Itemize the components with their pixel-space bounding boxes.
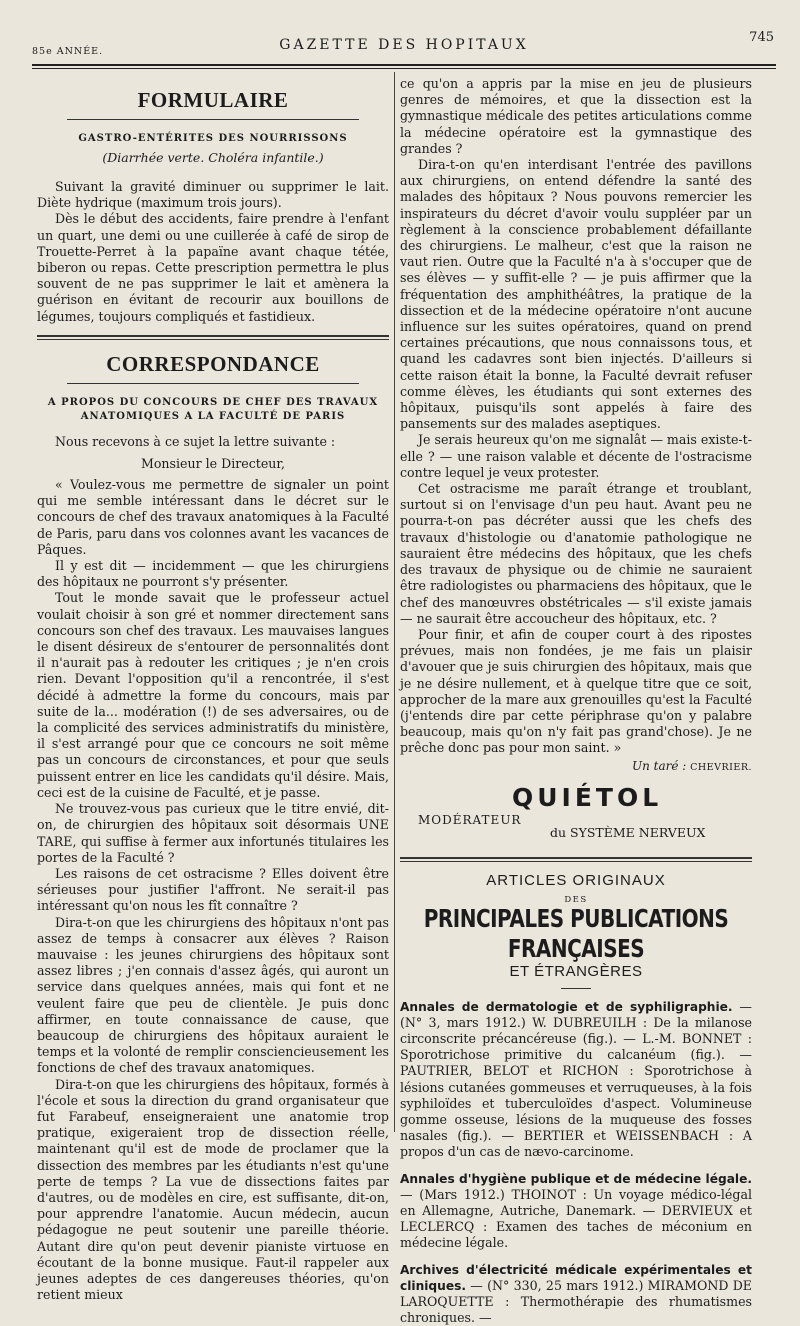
signature-name: CHEVRIER. [690, 761, 752, 773]
column-divider [394, 72, 395, 1132]
header-rule-thin [32, 68, 776, 69]
letter-paragraph: Dira-t-on qu'en interdisant l'entrée des pavillons aux chirurgiens, on entend défendre la santé des malades des hôpitaux ? Nous pouvons remercier les inspirateurs du décret d'avoir voulu suppléer par un règlement à la conscience probablement défaillante des chirurgiens. Le malheur, c'est que la raison ne vaut rien. Outre que la Faculté n'a à s'occuper que de ses élèves — y suffit-elle ? — je puis affirmer que la fréquentation des amphithéâtres, la pratique de la dissection et de la médecine opératoire n'ont aucune influence sur les suites opératoires, quand on prend certaines précautions, que nous connaissons tous, et quand les cadavres sont bien injectés. D'ailleurs si cette raison était la bonne, la Faculté devrait refuser comme élèves, les étudiants qui sont externes des hôpitaux, puisqu'ils sont appelés à faire des pansements sur des malades aseptiques. [400, 157, 752, 432]
section-separator [400, 857, 752, 862]
letter-intro: Nous recevons à ce sujet la lettre suivante : [55, 433, 336, 449]
correspondance-subtitle-line2: ANATOMIQUES A LA FACULTÉ DE PARIS [80, 410, 346, 422]
articles-des: DES [564, 894, 588, 905]
formulaire-rule [67, 119, 359, 120]
section-separator [37, 335, 389, 340]
correspondance-subtitle [37, 396, 389, 424]
header-rule [32, 64, 776, 66]
year-label: 85e ANNÉE. [32, 46, 104, 57]
letter-paragraph: Tout le monde savait que le professeur actuel voulait choisir à son gré et nommer directement sans concours son chef des travaux. Les mauvaises langues le disent désireux de s'entourer de personnalités dont il n'aurait pas à redouter les critiques ; je n'en crois rien. Devant l'opposition qu'il a rencontrée, il s'est décidé à admettre la forme du concours, mais par suite de la... modération (!) de ses adversaires, ou de la complicité des services administratifs du ministère, il s'est arrangé pour que ce concours ne soit même pas un concours de circonstances, et pour que seuls puissent entrer en lice les candidats qu'il désire. Mais, ceci est de la cuisine de Faculté, et je passe. [37, 590, 389, 800]
signature-prefix: Un taré : [631, 758, 687, 773]
page-number: 745 [749, 30, 774, 45]
letter-paragraph: Il y est dit — incidemment — que les chirurgiens des hôpitaux ne pourront s'y présenter. [37, 558, 389, 590]
letter-salutation: Monsieur le Directeur, [140, 456, 286, 472]
letter-paragraph: Ne trouvez-vous pas curieux que le titre envié, dit-on, de chirurgien des hôpitaux soit désormais UNE TARE, qui suffise à fermer aux infortunés titulaires les portes de la Faculté ? [37, 801, 389, 865]
page-header [32, 30, 776, 60]
quietol-advert [400, 783, 752, 847]
letter-paragraph: « Voulez-vous me permettre de signaler un point qui me semble intéressant dans le décret sur le concours de chef des travaux anatomiques à la Faculté de Paris, paru dans vos colonnes avant les vacances de Pâques. [37, 477, 389, 557]
letter-paragraph: Dira-t-on que les chirurgiens des hôpitaux, formés à l'école et sous la direction du grand organisateur que fut Farabeuf, enseigneraient une anatomie trop pratique, exigeraient trop de dissection réelle, maintenant qu'il est de mode de proclamer que la dissection des membres par les étudiants n'est qu'une perte de temps ? La vue de dissections faites par d'autres, ou de modèles en cire, est suffisante, dit-on, pour apprendre l'anatomie. Aucun médecin, aucun pédagogue ne peut soutenir une pareille théorie. Autant dire qu'on peut devenir pianiste virtuose en écoutant de la bonne musique. Faut-il rappeler aux jeunes adeptes de ces dangereuses théories, qu'on retient mieux [37, 1076, 389, 1303]
letter-signature [400, 759, 752, 773]
right-column [400, 76, 752, 1326]
publication-body: — (N° 3, mars 1912.) W. DUBREUILH : De la milanose circonscrite précancéreuse (fig.). — L.-M. BONNET : Sporotrichose primitive du calcanéum (fig.). — PAUTRIER, BELOT et RICHON : Sporotrichose à lésions cutanées gommeuses et verruqueuses, à la fois syphiloïdes et tuberculoïdes d'aspect. Volumineuse gomme osseuse, lésions de la muqueuse des fosses nasales (fig.). — BERTIER et WEISSENBACH : A propos d'un cas de nævo-carcinome. [400, 998, 752, 1160]
formulaire-italic: (Diarrhée verte. Choléra infantile.) [102, 150, 324, 165]
formulaire-paragraph: Suivant la gravité diminuer ou supprimer le lait. Diète hydrique (maximum trois jours). [37, 179, 389, 211]
articles-title: ARTICLES ORIGINAUX [486, 871, 666, 889]
advert-systeme: du SYSTÈME NERVEUX [550, 824, 706, 840]
publication-entry [400, 1262, 752, 1326]
publication-body: — (N° 330, 25 mars 1912.) MIRAMOND DE LAROQUETTE : Thermothérapie des rhumatismes chroniques. — [400, 1277, 752, 1326]
publication-entry [400, 999, 752, 1161]
correspondance-title: CORRESPONDANCE [106, 351, 320, 376]
publication-title: Annales de dermatologie et de syphiligraphie. [400, 999, 733, 1014]
publication-body: — (Mars 1912.) THOINOT : Un voyage médico-légal en Allemagne, Autriche, Danemark. — DERVIEUX et LECLERCQ : Examen des taches de méconium en médecine légale. [400, 1186, 752, 1251]
articles-rule [561, 988, 591, 989]
publication-entry [400, 1171, 752, 1252]
letter-paragraph: Dira-t-on que les chirurgiens des hôpitaux n'ont pas assez de temps à consacrer aux élèves ? Raison mauvaise : les jeunes chirurgiens des hôpitaux sont assez libres ; j'en connais d'assez âgés, qui auront un service dans quelques années, mais qui font et ne veulent faire que peu de clientèle. Je puis donc affirmer, en toute connaissance de cause, que beaucoup de chirurgiens des hôpitaux auraient le temps et la volonté de remplir consciencieusement les fonctions de chef des travaux anatomiques. [37, 914, 389, 1076]
journal-title: GAZETTE DES HOPITAUX [279, 37, 529, 53]
articles-big-title: PRINCIPALES PUBLICATIONS FRANÇAISES [423, 902, 729, 963]
correspondance-rule [67, 383, 359, 384]
left-column [37, 76, 389, 1303]
formulaire-subtitle: GASTRO-ENTÉRITES DES NOURRISSONS [78, 133, 348, 144]
formulaire-paragraph: Dès le début des accidents, faire prendre à l'enfant un quart, une demi ou une cuillerée à café de sirop de Trouette-Perret à la papaïne avant chaque tétée, biberon ou repas. Cette prescription permettra le plus souvent de ne pas supprimer le lait et amènera la guérison en évitant de recourir aux bouillons de légumes, toujours compliqués et fastidieux. [37, 211, 389, 324]
publication-title: Archives d'électricité médicale expérimentales et cliniques. [400, 1262, 752, 1293]
articles-subtitle: ET ÉTRANGÈRES [509, 962, 643, 980]
letter-paragraph: Je serais heureux qu'on me signalât — mais existe-t-elle ? — une raison valable et décente de l'ostracisme contre lequel je veux protester. [400, 432, 752, 480]
letter-paragraph: ce qu'on a appris par la mise en jeu de plusieurs genres de mémoires, et que la dissection est la gymnastique médicale des petites articulations comme la médecine opératoire est la gymnastique des grandes ? [400, 76, 752, 156]
letter-paragraph: Les raisons de cet ostracisme ? Elles doivent être sérieuses pour justifier l'affront. Ne serait-il pas intéressant qu'on nous les fît connaître ? [37, 865, 389, 914]
letter-paragraph: Cet ostracisme me paraît étrange et troublant, surtout si on l'envisage d'un peu haut. Avant peu ne pourra-t-on pas décréter aussi que les chefs des travaux d'histologie ou d'anatomie pathologique ne sauraient être médecins des hôpitaux, que les chefs des travaux de physique ou de chimie ne sauraient être radiologistes ou pharmaciens des hôpitaux, que le chef des manœuvres obstétricales — s'il existe jamais — ne saurait être accoucheur des hôpitaux, etc. ? [400, 481, 752, 626]
correspondance-subtitle-line1: A PROPOS DU CONCOURS DE CHEF DES TRAVAUX [47, 396, 379, 408]
advert-logo: QUIÉTOL [512, 782, 663, 812]
advert-moderateur: MODÉRATEUR [418, 812, 522, 827]
letter-paragraph: Pour finir, et afin de couper court à des ripostes prévues, mais non fondées, je me fais un plaisir d'avouer que je suis chirurgien des hôpitaux, mais que je ne désire nullement, et à quelque titre que ce soit, approcher de la mare aux grenouilles qu'est la Faculté (j'entends dire par cette périphrase qu'on y palabre beaucoup, mais qu'on n'y fait pas grand'chose). Je ne prêche donc pas pour mon saint. » [400, 626, 752, 756]
formulaire-title: FORMULAIRE [137, 88, 289, 112]
publication-title: Annales d'hygiène publique et de médecine légale. [400, 1171, 752, 1186]
